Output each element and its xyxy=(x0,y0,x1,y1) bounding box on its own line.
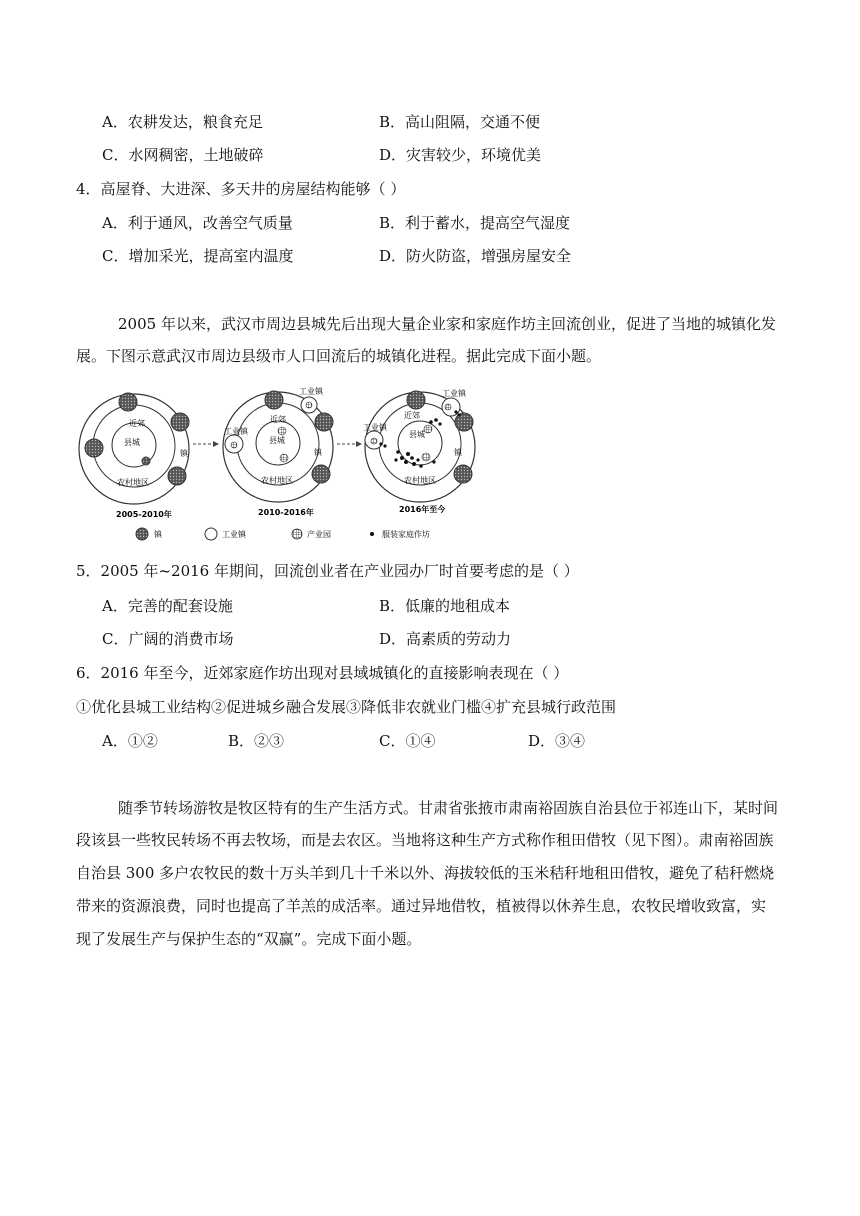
passage2-line3: 自治县 300 多户农牧民的数十万头羊到几十千米以外、海拔较低的玉米秸秆地租田借牧，避免了秸秆燃烧 xyxy=(76,864,775,882)
workshop-icon xyxy=(370,532,374,536)
industrial-town-label: 工业镇 xyxy=(299,387,323,396)
stage-2005-2010 xyxy=(79,393,189,519)
passage2-line1: 随季节转场游牧是牧区特有的生产生活方式。甘肃省张掖市肃南裕固族自治县位于祁连山下，某时间 xyxy=(118,799,779,817)
industrial-park-icon xyxy=(278,427,286,435)
industrial-park-icon xyxy=(424,425,432,433)
q4-option-d: D．防火防盗，增强房屋安全 xyxy=(379,247,572,265)
passage2-line2: 段该县一些牧民转场不再去牧场，而是去农区。当地将这种生产方式称作租田借牧（见下图）。肃南裕固族 xyxy=(76,831,774,849)
stage-2010-2016 xyxy=(223,386,333,517)
stage-caption: 2010-2016年 xyxy=(258,508,314,517)
passage2-line4: 带来的资源浪费，同时也提高了羊羔的成活率。通过异地借牧，植被得以休养生息，农牧民增收致富，实 xyxy=(76,897,767,915)
urbanization-figure xyxy=(76,382,496,546)
legend-town: 镇 xyxy=(154,530,162,539)
town-label: 镇 xyxy=(314,448,322,457)
industrial-park-icon xyxy=(422,453,430,461)
town-icon xyxy=(454,465,472,483)
q5-option-c: C．广阔的消费市场 xyxy=(102,630,234,648)
q3-option-d: D．灾害较少，环境优美 xyxy=(379,146,542,164)
industrial-park-icon xyxy=(306,402,312,408)
town-icon xyxy=(407,391,425,409)
town-label: 镇 xyxy=(454,448,462,457)
industrial-park-icon xyxy=(371,438,377,444)
stage-2016-present xyxy=(363,388,475,514)
town-icon xyxy=(171,413,189,431)
legend-industrial-town: 工业镇 xyxy=(222,530,246,539)
town-label: 镇 xyxy=(180,449,188,458)
rural-label: 农村地区 xyxy=(404,476,436,485)
figure-legend xyxy=(136,528,430,540)
industrial-town-icon xyxy=(205,528,217,540)
town-icon xyxy=(265,391,283,409)
industrial-town-label: 工业镇 xyxy=(442,389,466,398)
rural-label: 农村地区 xyxy=(117,478,149,487)
town-icon xyxy=(142,457,150,465)
legend-industrial-park: 产业园 xyxy=(307,530,331,539)
industrial-park-icon xyxy=(292,529,302,539)
town-icon xyxy=(315,413,333,431)
industrial-park-icon xyxy=(445,404,451,410)
passage1-line1: 2005 年以来，武汉市周边县城先后出现大量企业家和家庭作坊主回流创业，促进了当地的城镇化发 xyxy=(118,315,776,333)
town-icon xyxy=(119,393,137,411)
passage2-line5: 现了发展生产与保护生态的“双赢”。完成下面小题。 xyxy=(76,930,422,948)
q4-option-c: C．增加采光，提高室内温度 xyxy=(102,247,294,265)
county-label: 县城 xyxy=(409,430,425,439)
stage-caption: 2016年至今 xyxy=(399,505,446,514)
industrial-town-label: 工业镇 xyxy=(224,427,248,436)
town-icon xyxy=(136,528,148,540)
rural-label: 农村地区 xyxy=(261,476,293,485)
county-label: 县城 xyxy=(269,436,285,445)
q3-option-c: C．水网稠密，土地破碎 xyxy=(102,146,264,164)
q4-stem: 4．高屋脊、大进深、多天井的房屋结构能够（ ） xyxy=(76,180,406,198)
q6-items: ①优化县城工业结构②促进城乡融合发展③降低非农就业门槛④扩充县城行政范围 xyxy=(76,698,617,716)
q3-option-b: B．高山阻隔，交通不便 xyxy=(379,113,541,131)
passage1-line2: 展。下图示意武汉市周边县级市人口回流后的城镇化进程。据此完成下面小题。 xyxy=(76,347,602,365)
q5-option-b: B．低廉的地租成本 xyxy=(379,597,511,615)
q4-option-a: A．利于通风，改善空气质量 xyxy=(102,214,293,232)
suburb-label: 近郊 xyxy=(404,411,420,420)
legend-workshop: 服装家庭作坊 xyxy=(382,530,430,539)
suburb-label: 近郊 xyxy=(129,419,145,428)
q4-option-b: B．利于蓄水，提高空气湿度 xyxy=(379,214,571,232)
q6-option-c: C．①④ xyxy=(379,732,436,750)
town-icon xyxy=(168,467,186,485)
q6-stem: 6．2016 年至今，近郊家庭作坊出现对县域城镇化的直接影响表现在（ ） xyxy=(76,664,569,682)
q6-option-d: D．③④ xyxy=(528,732,586,750)
town-icon xyxy=(312,465,330,483)
town-icon xyxy=(85,439,103,457)
q6-option-a: A．①② xyxy=(102,732,158,750)
stage-caption: 2005-2010年 xyxy=(116,510,172,519)
q5-option-a: A．完善的配套设施 xyxy=(102,597,233,615)
q3-option-a: A．农耕发达，粮食充足 xyxy=(102,113,263,131)
industrial-park-icon xyxy=(231,442,237,448)
suburb-label: 近郊 xyxy=(270,415,286,424)
q5-stem: 5．2005 年~2016 年期间，回流创业者在产业园办厂时首要考虑的是（ ） xyxy=(76,562,579,580)
county-label: 县城 xyxy=(124,438,140,447)
q5-option-d: D．高素质的劳动力 xyxy=(379,630,512,648)
industrial-town-label: 工业镇 xyxy=(363,423,387,432)
q6-option-b: B．②③ xyxy=(228,732,285,750)
industrial-park-icon xyxy=(280,454,288,462)
